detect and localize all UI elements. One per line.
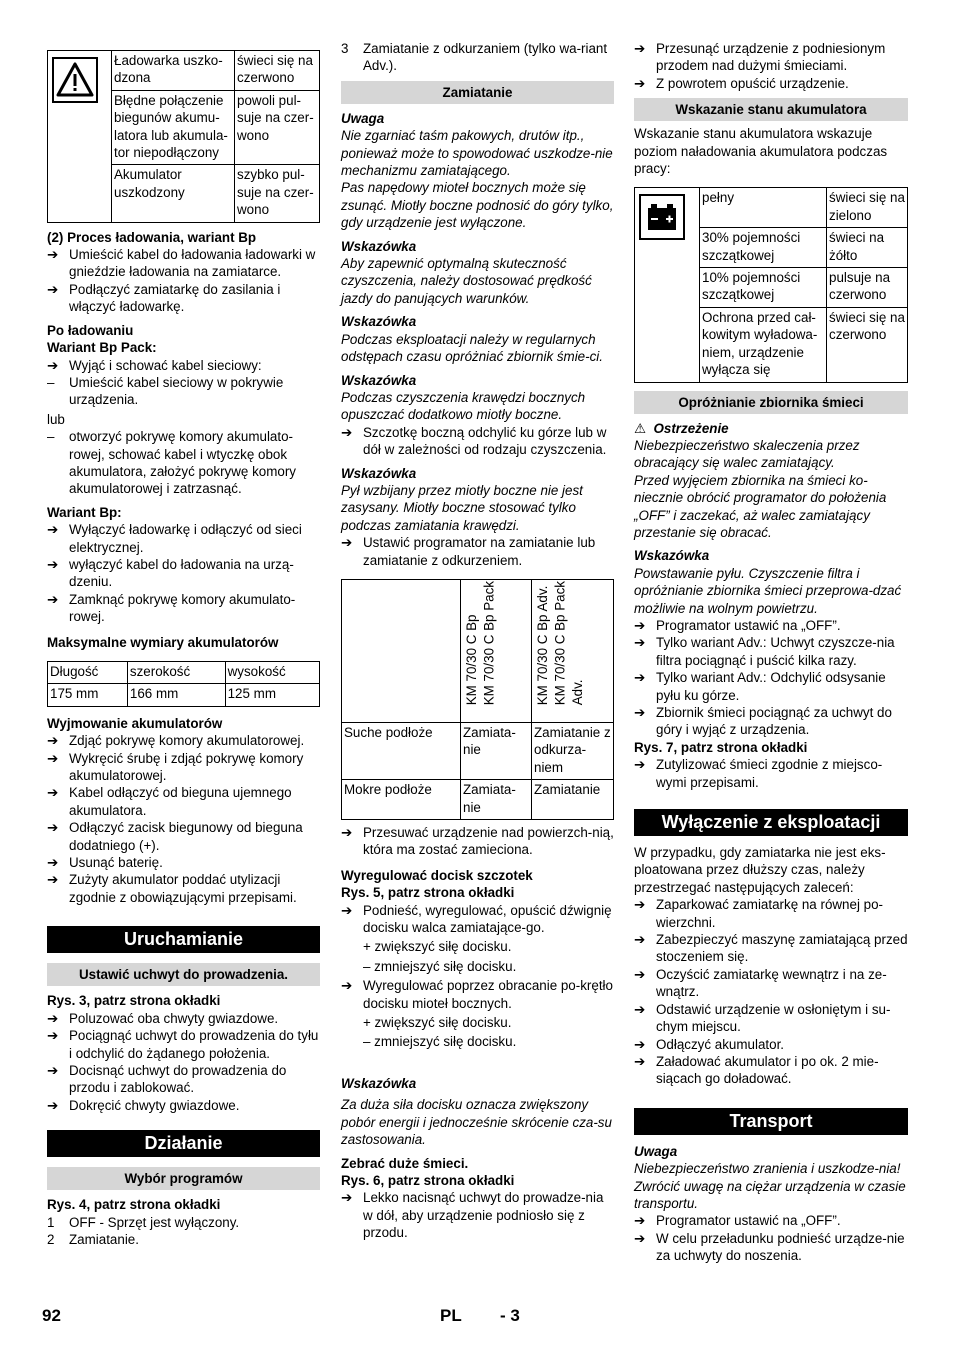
status-cell: pełny xyxy=(700,188,827,228)
column-2 xyxy=(341,40,614,1242)
arrow-icon: ➔ xyxy=(47,1028,59,1044)
figure-ref: Rys. 7, patrz strona okładki xyxy=(634,739,808,755)
heading: Wariant Bp: xyxy=(47,504,122,520)
battery-icon-cell xyxy=(635,188,700,382)
note-title: Uwaga xyxy=(634,1143,678,1159)
figure-ref: Rys. 4, patrz strona okładki xyxy=(47,1197,221,1213)
list-item: ➔ Podłączyć zamiatarkę do zasilania i włączyć ładowarkę. xyxy=(47,281,281,315)
status-cell: powoli pul-suje na czer-wono xyxy=(235,90,320,165)
status-cell: Akumulator uszkodzony xyxy=(112,165,235,222)
arrow-icon: ➔ xyxy=(47,785,59,801)
text: Wskazanie stanu akumulatora wskazuje poziom naładowania akumulatora podczas pracy: xyxy=(634,126,888,177)
list-item: 1 OFF - Sprzęt jest wyłączony. xyxy=(47,1214,240,1230)
status-cell: świeci się na czerwono xyxy=(235,51,320,91)
note-title: Uwaga xyxy=(341,110,385,126)
figure-ref: Rys. 3, patrz strona okładki xyxy=(47,993,221,1009)
arrow-icon: ➔ xyxy=(634,635,646,651)
note-title: Wskazówka xyxy=(341,372,417,388)
heading: Wyregulować docisk szczotek xyxy=(341,867,533,883)
arrow-icon: ➔ xyxy=(634,1036,646,1052)
status-cell: szybko pul-suje na czer-wono xyxy=(235,165,320,222)
status-cell: Błędne połączenie biegunów akumu-latora lub akumula-tor niepodłączony xyxy=(112,90,235,165)
program-surface-table xyxy=(341,579,614,820)
battery-icon xyxy=(639,194,685,240)
list-item: ➔ Zużyty akumulator poddać utylizacji zgodnie z obowiązującymi przepisami. xyxy=(47,872,297,905)
arrow-icon: ➔ xyxy=(634,1001,646,1017)
note-title: Wskazówka xyxy=(341,314,417,330)
list-item: ➔ Umieścić kabel do ładowania ładowarki w gnieździe ładowania na zamiatarce. xyxy=(47,247,316,280)
status-cell: świeci się na zielono xyxy=(827,188,908,228)
arrow-icon: ➔ xyxy=(47,750,59,766)
list-item: ➔ Zaparkować zamiatarkę na równej po-wierzchni. xyxy=(634,897,884,930)
list-item: ➔ Przesunąć urządzenie z podniesionym przodem nad dużymi śmieciami. xyxy=(634,41,886,74)
list-item: ➔ Odłączyć zacisk biegunowy od bieguna dodatniego (+). xyxy=(47,820,303,853)
arrow-icon: ➔ xyxy=(47,522,59,538)
list-item: ➔ Docisnąć uchwyt do prowadzenia do przodu i zablokować. xyxy=(47,1062,287,1096)
list-item: ➔ Pociągnąć uchwyt do prowadzenia do tyłu i odchylić do żądanego położenia. xyxy=(47,1028,319,1061)
table-cell: 125 mm xyxy=(225,684,319,706)
note-text: Nie zgarniać taśm pakowych, drutów itp., ponieważ może to spowodować uszkodze-nie mechanizmu zamiatającego. xyxy=(341,128,613,179)
arrow-icon: ➔ xyxy=(341,902,353,918)
note-text: Podczas czyszczenia krawędzi bocznych opuszczać dodatkowo miotły boczne. xyxy=(341,389,586,423)
arrow-icon: ➔ xyxy=(47,872,59,888)
table-cell: Zamiatanie z odkurza-niem xyxy=(532,722,614,779)
arrow-icon: ➔ xyxy=(47,855,59,871)
table-cell: Zamiatanie xyxy=(532,780,614,820)
arrow-icon: ➔ xyxy=(341,1190,353,1206)
arrow-icon: ➔ xyxy=(634,670,646,686)
arrow-icon: ➔ xyxy=(47,591,59,607)
list-item: ➔ Odstawić urządzenie w osłoniętym i su-chym miejscu. xyxy=(634,1001,891,1035)
note-title: Wskazówka xyxy=(634,548,710,564)
note-text: Podczas eksploatacji należy w regularnych odstępach czasu opróżniać zbiornik śmie-ci. xyxy=(341,331,603,365)
note-text: Niebezpieczeństwo skaleczenia przez obracający się walec zamiatający. xyxy=(634,437,860,471)
text: + zwiększyć siłę docisku. xyxy=(363,939,512,955)
list-item: ➔ Z powrotem opuścić urządzenie. xyxy=(634,75,849,91)
battery-dimensions-table xyxy=(47,661,320,707)
section-title-dzialanie: Działanie xyxy=(47,1130,320,1157)
table-cell: Zamiata-nie xyxy=(461,780,532,820)
battery-status-table xyxy=(634,187,908,382)
list-item: ➔ Wyjąć i schować kabel sieciowy: xyxy=(47,357,262,373)
language-code: PL xyxy=(440,1306,462,1325)
list-item: ➔ Tylko wariant Adv.: Odchylić odsysanie pyłu ku górze. xyxy=(634,670,886,703)
arrow-icon: ➔ xyxy=(47,247,59,263)
status-cell: Ładowarka uszko-dzona xyxy=(112,51,235,91)
arrow-icon: ➔ xyxy=(341,424,353,440)
arrow-icon: ➔ xyxy=(634,897,646,913)
arrow-icon: ➔ xyxy=(341,535,353,551)
subsection-title: Wybór programów xyxy=(47,1167,320,1190)
note-text: Aby zapewnić optymalną skuteczność czyszczenia, należy dostosować prędkość jazdy do panujących warunków. xyxy=(341,256,592,306)
list-item: 2 Zamiatanie. xyxy=(47,1231,139,1247)
list-item: ➔ Wyregulować poprzez obracanie po-krętło docisku mioteł bocznych. xyxy=(341,978,613,1011)
arrow-icon: ➔ xyxy=(634,705,646,720)
list-item: ➔ Tylko wariant Adv.: Uchwyt czyszcze-nia filtra pociągnąć i puścić kilka razy. xyxy=(634,635,895,668)
list-item: ➔ Programator ustawić na „OFF”. xyxy=(634,617,841,633)
arrow-icon: ➔ xyxy=(47,556,59,572)
note-text: Niebezpieczeństwo zranienia i uszkodze-nia! Zwrócić uwagę na ciężar urządzenia w czasie transportu. xyxy=(634,1161,906,1211)
note-title: Wskazówka xyxy=(341,1075,417,1091)
subsection-title: Opróżnianie zbiornika śmieci xyxy=(634,391,908,414)
heading: Po ładowaniu xyxy=(47,322,134,338)
list-item: ➔ Zutylizować śmieci zgodnie z miejsco-wymi przepisami. xyxy=(634,757,883,790)
section-number: - 3 xyxy=(500,1306,520,1325)
list-item: – Umieścić kabel sieciowy w pokrywie urządzenia. xyxy=(47,374,284,408)
dash-icon: – xyxy=(47,429,55,445)
column-3 xyxy=(634,40,908,1265)
list-item: ➔ Szczotkę boczną odchylić ku górze lub w dół w zależności od rodzaju czyszczenia. xyxy=(341,424,607,458)
note-text: Za duża siła docisku oznacza zwiększony pobór energii i jednocześnie skrócenie cza-su zastosowania. xyxy=(341,1097,612,1148)
charger-status-table xyxy=(47,50,320,223)
text: lub xyxy=(47,411,65,427)
status-cell: Ochrona przed cał-kowitym wyładowa-niem, urządzenie wyłącza się xyxy=(700,307,827,382)
table-header: wysokość xyxy=(225,662,319,684)
arrow-icon: ➔ xyxy=(634,966,646,982)
status-cell: 30% pojemności szczątkowej xyxy=(700,228,827,268)
arrow-icon: ➔ xyxy=(634,757,646,773)
arrow-icon: ➔ xyxy=(634,1230,646,1246)
list-item: ➔ Kabel odłączyć od bieguna ujemnego akumulatora. xyxy=(47,785,292,818)
dash-icon: – xyxy=(47,374,55,390)
heading: Zebrać duże śmieci. xyxy=(341,1155,469,1171)
list-item: ➔ Przesuwać urządzenie nad powierzch-nią, która ma zostać zamieciona. xyxy=(341,825,614,858)
table-header: szerokość xyxy=(127,662,225,684)
list-item: ➔ Wykręcić śrubę i zdjąć pokrywę komory akumulatorowej. xyxy=(47,750,304,784)
list-item: ➔ Załadować akumulator i po ok. 2 mie-siącach go doładować. xyxy=(634,1053,879,1087)
arrow-icon: ➔ xyxy=(47,281,59,297)
arrow-icon: ➔ xyxy=(47,1062,59,1078)
heading: (2) Proces ładowania, wariant Bp xyxy=(47,229,257,245)
table-cell: 175 mm xyxy=(48,684,128,706)
status-cell: świeci się na czerwono xyxy=(827,307,908,382)
arrow-icon: ➔ xyxy=(634,932,646,948)
status-cell: pulsuje na czerwono xyxy=(827,268,908,308)
model-header: KM 70/30 C Bp KM 70/30 C Bp Pack xyxy=(464,580,497,706)
list-item: ➔ Usunąć baterię. xyxy=(47,855,163,871)
arrow-icon: ➔ xyxy=(634,75,646,91)
figure-ref: Rys. 6, patrz strona okładki xyxy=(341,1172,515,1188)
list-item: – otworzyć pokrywę komory akumulato-rowej, schować kabel i wtyczkę obok akumulatora, założyć pokrywę komory akumulatorowej i zatrzasnąć. xyxy=(47,429,296,497)
list-item: ➔ Poluzować oba chwyty gwiazdowe. xyxy=(47,1010,279,1026)
warning-icon xyxy=(52,57,98,103)
note-text: Pas napędowy mioteł bocznych może się zsunąć. Miotły boczne podnosić do góry tylko, gdy urządzenie jest wyłączone. xyxy=(341,180,614,231)
list-item: ➔ Zbiornik śmieci pociągnąć za uchwyt do góry i wyjąć z urządzenia. xyxy=(634,705,892,738)
warning-icon: ⚠ xyxy=(634,420,647,436)
list-item: ➔ Wyłączyć ładowarkę i odłączyć od sieci elektrycznej. xyxy=(47,522,302,555)
subsection-title: Wskazanie stanu akumulatora xyxy=(634,98,908,121)
list-item: ➔ Odłączyć akumulator. xyxy=(634,1036,785,1052)
note-text: Powstawanie pyłu. Czyszczenie filtra i opróżnianie zbiornika śmieci przeprowa-dzać możliwie na wolnym powietrzu. xyxy=(634,565,902,616)
table-header: Długość xyxy=(48,662,128,684)
arrow-icon: ➔ xyxy=(634,617,646,633)
text: W przypadku, gdy zamiatarka nie jest eks-ploatowana przez dłuższy czas, należy przestrzegać następujących zaleceń: xyxy=(634,845,886,895)
table-cell: Zamiata-nie xyxy=(461,722,532,779)
column-1 xyxy=(47,40,320,1248)
list-item: ➔ Zdjąć pokrywę komory akumulatorowej. xyxy=(47,733,305,749)
arrow-icon: ➔ xyxy=(47,1010,59,1026)
list-item: ➔ Oczyścić zamiatarkę wewnątrz i na ze-wnątrz. xyxy=(634,966,887,1000)
arrow-icon: ➔ xyxy=(47,1097,59,1113)
subsection-title: Zamiatanie xyxy=(341,81,614,104)
list-item: 3 Zamiatanie z odkurzaniem (tylko wa-riant Adv.). xyxy=(341,41,608,74)
table-cell: 166 mm xyxy=(127,684,225,706)
model-header: KM 70/30 C Bp Adv. KM 70/30 C Bp Pack Adv. xyxy=(535,580,585,706)
page-number: 92 xyxy=(42,1306,61,1325)
list-item: ➔ wyłączyć kabel do ładowania na urzą-dzeniu. xyxy=(47,556,294,590)
note-text: Przed wyjęciem zbiornika na śmieci ko-niecznie obrócić programator do położenia „OFF” i zaczekać, aż walec zamiatający przestanie się obracać. xyxy=(634,472,887,540)
arrow-icon: ➔ xyxy=(634,1213,646,1229)
warning-icon-cell xyxy=(48,51,112,223)
figure-ref: Rys. 5, patrz strona okładki xyxy=(341,885,515,901)
list-item: ➔ W celu przeładunku podnieść urządze-nie za uchwyty do noszenia. xyxy=(634,1230,905,1264)
list-item: ➔ Dokręcić chwyty gwiazdowe. xyxy=(47,1097,240,1113)
list-item: ➔ Podnieść, wyregulować, opuścić dźwignię docisku walca zamiatające-go. xyxy=(341,902,612,936)
section-title-wylaczenie: Wyłączenie z eksploatacji xyxy=(634,809,908,836)
list-item: ➔ Lekko nacisnąć uchwyt do prowadze-nia w dół, aby urządzenie podniosło się z przodu. xyxy=(341,1190,604,1241)
status-cell: świeci na żółto xyxy=(827,228,908,268)
list-item: ➔ Zabezpieczyć maszynę zamiatającą przed stoczeniem się. xyxy=(634,932,908,965)
section-title-transport: Transport xyxy=(634,1108,908,1135)
status-cell: 10% pojemności szczątkowej xyxy=(700,268,827,308)
note-text: Pył wzbijany przez miotły boczne nie jest zasysany. Miotły boczne stosować tylko podczas zamiatania krawędzi. xyxy=(341,482,583,533)
arrow-icon: ➔ xyxy=(341,978,353,994)
heading: Wyjmowanie akumulatorów xyxy=(47,715,223,731)
text: + zwiększyć siłę docisku. xyxy=(363,1015,512,1031)
subsection-title: Ustawić uchwyt do prowadzenia. xyxy=(47,963,320,986)
arrow-icon: ➔ xyxy=(47,733,59,749)
heading: Wariant Bp Pack: xyxy=(47,340,157,356)
section-title-uruchamianie: Uruchamianie xyxy=(47,926,320,953)
list-item: ➔ Programator ustawić na „OFF”. xyxy=(634,1213,841,1229)
table-cell: Suche podłoże xyxy=(342,722,461,779)
list-item: ➔ Zamknąć pokrywę komory akumulato-rowej. xyxy=(47,591,296,625)
list-item: ➔ Ustawić programator na zamiatanie lub zamiatanie z odkurzeniem. xyxy=(341,535,596,568)
note-title: Wskazówka xyxy=(341,238,417,254)
arrow-icon: ➔ xyxy=(341,825,353,840)
note-title: Wskazówka xyxy=(341,465,417,481)
arrow-icon: ➔ xyxy=(47,357,59,373)
arrow-icon: ➔ xyxy=(634,1053,646,1069)
text: – zmniejszyć siłę docisku. xyxy=(363,1034,517,1050)
text: – zmniejszyć siłę docisku. xyxy=(363,958,517,974)
note-title: ⚠ Ostrzeżenie xyxy=(634,420,729,436)
table-cell: Mokre podłoże xyxy=(342,780,461,820)
arrow-icon: ➔ xyxy=(634,41,646,56)
arrow-icon: ➔ xyxy=(47,820,59,836)
heading: Maksymalne wymiary akumulatorów xyxy=(47,634,279,650)
